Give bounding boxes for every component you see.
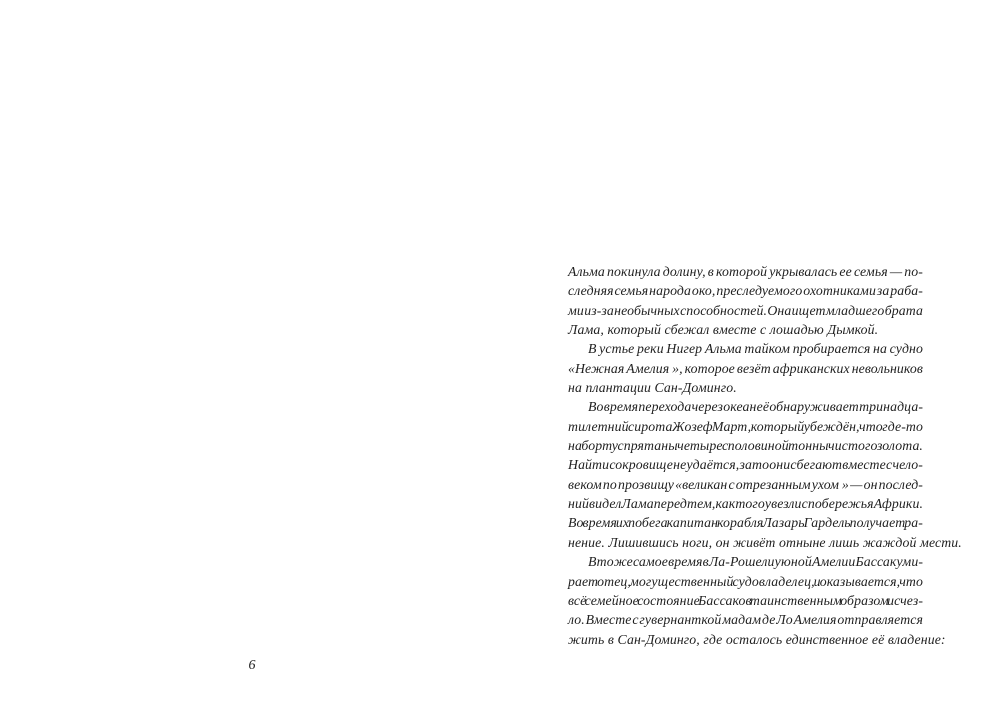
text-line-content: Лама, который сбежал вместе с лошадью Дымкой. (568, 322, 879, 338)
page-number: 6 (248, 658, 256, 673)
text-line-p4-4 (568, 610, 923, 629)
text-line-p3-6 (568, 494, 923, 513)
text-line-p1-1 (568, 262, 923, 281)
text-line-content: всё семейное состояние Бассаков таинственным образом исчез- (568, 592, 924, 608)
text-line-content: В то же самое время в Ла-Рошели у юной Амелии Бассак уми- (588, 554, 924, 570)
text-line-content: Во время перехода через океан её обнаруживает тринадца- (588, 399, 924, 415)
text-line-p1-3 (568, 301, 923, 320)
text-line-content: на плантации Сан-Доминго. (568, 380, 737, 396)
text-line-p1-2 (568, 281, 923, 300)
text-line-p4-2 (568, 572, 923, 591)
text-line-p4-5 (568, 630, 946, 649)
text-line-content: веком по прозвищу «великан с отрезанным ухом » — он послед- (568, 476, 923, 492)
text-line-content: тилетний сирота Жозеф Март, который убеждён, что где-то (568, 418, 923, 434)
text-line-content: жить в Сан-Доминго, где осталось единственное её владение: (568, 631, 946, 647)
text-line-content: ний видел Лама перед тем, как того увезли с побережья Африки. (568, 496, 924, 512)
annotation-text-block (568, 262, 962, 649)
text-line-p4-1 (568, 552, 923, 571)
text-line-content: Альма покинула долину, в которой укрывалась ее семья — по- (568, 264, 924, 279)
text-line-p4-3 (568, 591, 923, 610)
text-line-p2-1 (568, 339, 923, 358)
text-line-p3-8 (568, 533, 962, 552)
text-line-content: нение. Лишившись ноги, он живёт отныне лишь жаждой мести. (568, 534, 962, 550)
text-line-p3-2 (568, 417, 923, 436)
text-line-content: Найти сокровище не удаётся, зато они сбегают вместе с чело- (568, 457, 923, 473)
text-line-content: В устье реки Нигер Альма тайком пробирается на судно (588, 341, 923, 357)
text-line-content: рает отец, могущественный судовладелец, и оказывается, что (568, 573, 923, 589)
right-page (500, 0, 1000, 719)
text-line-content: ло. Вместе с гувернанткой мадам де Ло Амелия отправляется (568, 612, 924, 628)
text-line-content: «Нежная Амелия », которое везёт африканских невольников (568, 360, 924, 376)
text-line-p3-5 (568, 475, 923, 494)
text-line-p3-1 (568, 397, 923, 416)
text-line-content: Во время их побега капитан корабля Лазарь Гардель получает ра- (568, 515, 923, 531)
text-line-content: следняя семья народа око, преследуемого охотниками за раба- (568, 283, 923, 299)
text-line-content: ми из-за необычных способностей. Она ищет младшего брата (568, 302, 923, 318)
text-line-p1-4 (568, 320, 923, 339)
text-line-p3-7 (568, 513, 923, 532)
text-line-p2-2 (568, 359, 923, 378)
text-line-p2-3 (568, 378, 923, 397)
text-line-p3-4 (568, 455, 923, 474)
text-line-p3-3 (568, 436, 923, 455)
text-line-content: на борту спрятаны четыре с половиной тонны чистого золота. (568, 438, 923, 454)
